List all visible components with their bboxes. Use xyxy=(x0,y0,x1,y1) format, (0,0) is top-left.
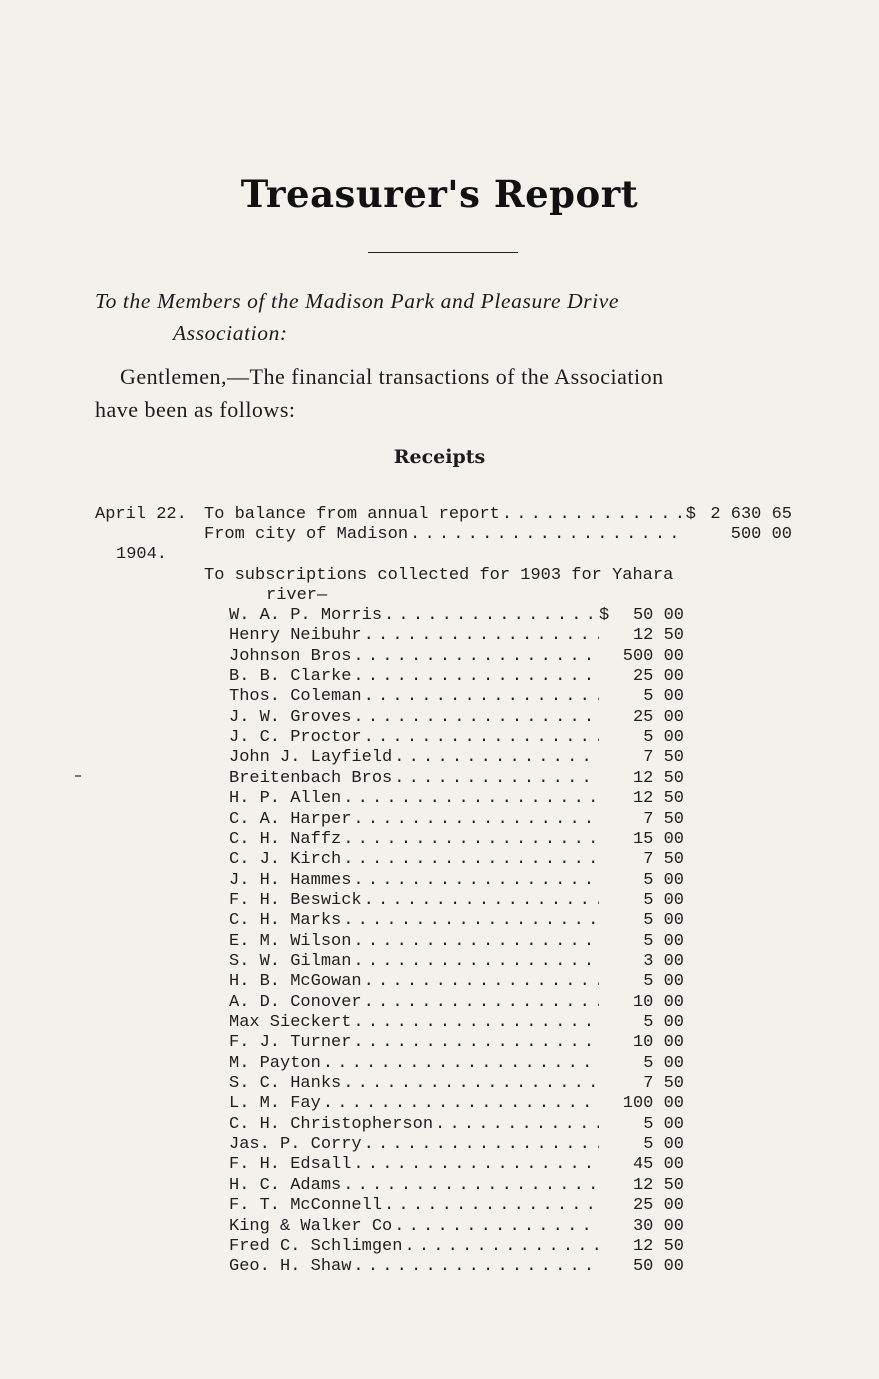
subscriber-name-text: F. T. McConnell xyxy=(229,1196,383,1215)
dot-leader xyxy=(362,1135,599,1155)
subscriber-name xyxy=(229,1217,599,1237)
subscriber-name xyxy=(229,748,599,768)
entry-amount: 500 00 xyxy=(730,525,792,544)
subscriber-name-text: A. D. Conover xyxy=(229,993,362,1012)
dot-leader xyxy=(362,972,599,992)
subscriber-name-text: H. B. McGowan xyxy=(229,972,362,991)
dot-leader xyxy=(402,1237,599,1257)
subscription-amount: 15 00 xyxy=(632,830,684,849)
subscriber-name xyxy=(229,769,599,789)
subscriber-name xyxy=(229,728,599,748)
dot-leader xyxy=(351,810,599,830)
subscriber-name-text: C. H. Christopherson xyxy=(229,1115,434,1134)
subscriber-name xyxy=(229,606,595,626)
subscriber-name-text: Thos. Coleman xyxy=(229,687,362,706)
subscriber-name-text: J. C. Proctor xyxy=(229,728,362,747)
title-divider xyxy=(368,252,518,253)
dot-leader xyxy=(362,728,599,748)
subscriber-name-text: M. Payton xyxy=(229,1054,321,1073)
year-label: 1904. xyxy=(116,545,168,564)
dot-leader xyxy=(351,1013,599,1033)
dot-leader xyxy=(500,505,686,525)
subscription-amount: 5 00 xyxy=(643,1054,684,1073)
entry-description xyxy=(204,525,684,545)
subscription-amount: 5 00 xyxy=(643,972,684,991)
dot-leader xyxy=(341,789,599,809)
subscription-amount: 50 00 xyxy=(632,1257,684,1276)
dot-leader xyxy=(351,932,599,952)
intro-line-1: Gentlemen,—The financial transactions of the Association xyxy=(120,364,664,389)
subscriber-name xyxy=(229,1135,599,1155)
subscriber-name xyxy=(229,871,599,891)
dot-leader xyxy=(362,687,599,707)
entry-description-text: To balance from annual report xyxy=(204,505,500,524)
dot-leader xyxy=(433,1115,599,1135)
subscription-amount: 7 50 xyxy=(643,850,684,869)
dot-leader xyxy=(351,952,599,972)
dot-leader xyxy=(341,1074,599,1094)
subscriber-name-text: F. J. Turner xyxy=(229,1033,352,1052)
addressee-line-1: To the Members of the Madison Park and Pleasure Drive xyxy=(95,289,620,313)
intro-line-2: have been as follows: xyxy=(95,397,296,422)
dot-leader xyxy=(351,1155,599,1175)
subscriber-name-text: Johnson Bros xyxy=(229,647,352,666)
subscriber-name xyxy=(229,993,599,1013)
subscriber-name xyxy=(229,1237,599,1257)
subscription-amount: 45 00 xyxy=(632,1155,684,1174)
dot-leader xyxy=(392,769,599,789)
dot-leader xyxy=(351,1257,599,1277)
subscription-amount: 25 00 xyxy=(632,708,684,727)
subscription-amount: 12 50 xyxy=(632,1176,684,1195)
subscription-amount: 5 00 xyxy=(643,687,684,706)
subscriber-name-text: C. J. Kirch xyxy=(229,850,342,869)
dot-leader xyxy=(408,525,684,545)
dot-leader xyxy=(382,1196,599,1216)
subscriber-name-text: Henry Neibuhr xyxy=(229,626,362,645)
subscriber-name-text: J. W. Groves xyxy=(229,708,352,727)
subscriber-name xyxy=(229,708,599,728)
subscriber-name-text: Jas. P. Corry xyxy=(229,1135,362,1154)
subscriber-name-text: F. H. Edsall xyxy=(229,1155,352,1174)
dot-leader xyxy=(392,748,599,768)
subscription-amount: 50 00 xyxy=(632,606,684,625)
subscription-amount: 5 00 xyxy=(643,1013,684,1032)
subscription-amount: 12 50 xyxy=(632,626,684,645)
subscriber-name-text: Geo. H. Shaw xyxy=(229,1257,352,1276)
subscription-amount: 7 50 xyxy=(643,1074,684,1093)
subscriber-name xyxy=(229,911,599,931)
dot-leader xyxy=(392,1217,599,1237)
subscriber-name xyxy=(229,626,599,646)
subscriber-name xyxy=(229,1013,599,1033)
subscriber-name xyxy=(229,932,599,952)
section-title-receipts: Receipts xyxy=(393,446,486,468)
subscriber-name-text: King & Walker Co xyxy=(229,1217,393,1236)
subscription-amount: 3 00 xyxy=(643,952,684,971)
dot-leader xyxy=(382,606,595,626)
dot-leader xyxy=(321,1054,599,1074)
subscriber-name xyxy=(229,1155,599,1175)
entry-description xyxy=(204,505,696,525)
entry-amount: 2 630 65 xyxy=(710,505,792,524)
dot-leader xyxy=(362,993,599,1013)
subscriber-name-text: J. H. Hammes xyxy=(229,871,352,890)
subscription-amount: 5 00 xyxy=(643,728,684,747)
subscription-amount: 5 00 xyxy=(643,871,684,890)
addressee-line-2: Association: xyxy=(173,321,288,345)
subscriber-name-text: C. A. Harper xyxy=(229,810,352,829)
subscription-amount: 30 00 xyxy=(632,1217,684,1236)
subscriber-name xyxy=(229,1033,599,1053)
subscription-amount: 5 00 xyxy=(643,911,684,930)
subscriber-name-text: B. B. Clarke xyxy=(229,667,352,686)
subscription-amount: 12 50 xyxy=(632,769,684,788)
subscriber-name-text: Fred C. Schlimgen xyxy=(229,1237,403,1256)
subscription-amount: 100 00 xyxy=(622,1094,684,1113)
subscription-amount: 7 50 xyxy=(643,810,684,829)
intro-paragraph xyxy=(95,360,795,426)
subscriber-name-text: W. A. P. Morris xyxy=(229,606,383,625)
dot-leader xyxy=(341,911,599,931)
subscriber-name-text: H. P. Allen xyxy=(229,789,342,808)
subscription-amount: 7 50 xyxy=(643,748,684,767)
subscriber-name xyxy=(229,830,599,850)
subscriber-name xyxy=(229,1115,599,1135)
subscriptions-heading-line-2: river— xyxy=(266,586,328,605)
subscriber-name xyxy=(229,1094,599,1114)
subscriber-name xyxy=(229,972,599,992)
page-title: Treasurer's Report xyxy=(240,172,639,216)
addressee xyxy=(95,285,795,349)
dot-leader xyxy=(351,667,599,687)
dollar-sign: $ xyxy=(599,606,610,625)
subscriber-name xyxy=(229,850,599,870)
subscription-amount: 5 00 xyxy=(643,1135,684,1154)
entry-description-text: From city of Madison xyxy=(204,525,409,544)
subscriber-name-text: S. C. Hanks xyxy=(229,1074,342,1093)
subscriber-name xyxy=(229,952,599,972)
dot-leader xyxy=(362,626,599,646)
subscriber-name-text: C. H. Naffz xyxy=(229,830,342,849)
subscriber-name xyxy=(229,687,599,707)
subscriber-name-text: S. W. Gilman xyxy=(229,952,352,971)
subscriber-name xyxy=(229,1054,599,1074)
subscription-amount: 500 00 xyxy=(622,647,684,666)
dot-leader xyxy=(341,850,599,870)
subscription-amount: 25 00 xyxy=(632,667,684,686)
subscription-amount: 5 00 xyxy=(643,932,684,951)
dollar-sign: $ xyxy=(685,505,696,524)
subscription-amount: 12 50 xyxy=(632,1237,684,1256)
subscriber-name xyxy=(229,667,599,687)
subscription-amount: 5 00 xyxy=(643,891,684,910)
subscriber-name-text: Max Sieckert xyxy=(229,1013,352,1032)
subscriber-name xyxy=(229,1257,599,1277)
dot-leader xyxy=(362,891,599,911)
subscription-amount: 5 00 xyxy=(643,1115,684,1134)
subscriber-name xyxy=(229,1074,599,1094)
dot-leader xyxy=(351,647,599,667)
subscriber-name-text: H. C. Adams xyxy=(229,1176,342,1195)
subscriber-name xyxy=(229,891,599,911)
subscriber-name-text: F. H. Beswick xyxy=(229,891,362,910)
dot-leader xyxy=(351,871,599,891)
subscriber-name-text: Breitenbach Bros xyxy=(229,769,393,788)
margin-mark xyxy=(75,775,81,777)
dot-leader xyxy=(351,708,599,728)
subscriber-name xyxy=(229,810,599,830)
dot-leader xyxy=(341,1176,599,1196)
subscriber-name xyxy=(229,1176,599,1196)
subscriber-name xyxy=(229,789,599,809)
subscriber-name xyxy=(229,1196,599,1216)
dot-leader xyxy=(351,1033,599,1053)
subscriber-name-text: C. H. Marks xyxy=(229,911,342,930)
dot-leader xyxy=(341,830,599,850)
subscription-amount: 12 50 xyxy=(632,789,684,808)
subscription-amount: 25 00 xyxy=(632,1196,684,1215)
subscriptions-heading-line-1: To subscriptions collected for 1903 for Yahara xyxy=(204,566,674,585)
subscription-amount: 10 00 xyxy=(632,1033,684,1052)
subscriber-name-text: E. M. Wilson xyxy=(229,932,352,951)
subscriber-name-text: L. M. Fay xyxy=(229,1094,321,1113)
subscriber-name-text: John J. Layfield xyxy=(229,748,393,767)
entry-date: April 22. xyxy=(95,505,187,524)
subscription-amount: 10 00 xyxy=(632,993,684,1012)
dot-leader xyxy=(321,1094,599,1114)
subscriber-name xyxy=(229,647,599,667)
